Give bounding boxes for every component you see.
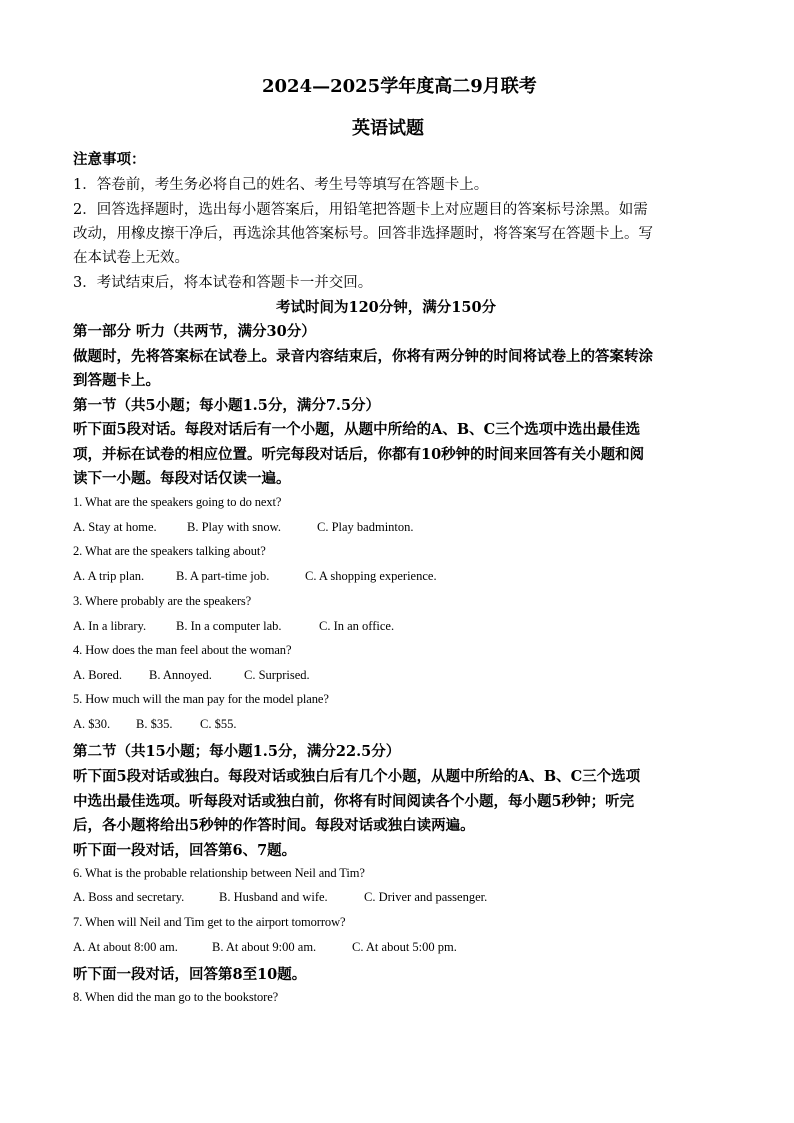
section1-instr-line-1: 听下面5段对话。每段对话后有一个小题，从题中所给的A、B、C三个选项中选出最佳选 [73, 421, 641, 438]
question-4-stem: 4. How does the man feel about the woman? [73, 643, 292, 657]
section2-heading: 第二节（共15小题；每小题1.5分，满分22.5分） [73, 743, 401, 760]
notice-item-2-line-1: 2．回答选择题时，选出每小题答案后，用铅笔把答题卡上对应题目的答案标号涂黑。如需 [73, 202, 648, 218]
question-3-option-c: C. In an office. [319, 619, 395, 633]
section2-instr-line-1: 听下面5段对话或独白。每段对话或独白后有几个小题，从题中所给的A、B、C三个选项 [73, 768, 641, 785]
question-2-option-a: A. A trip plan. [73, 569, 145, 583]
question-1-option-b: B. Play with snow. [187, 520, 281, 534]
section1-heading: 第一节（共5小题；每小题1.5分，满分7.5分） [73, 397, 381, 414]
exam-subtitle: 英语试题 [352, 118, 424, 139]
question-5-option-a: A. $30. [73, 717, 111, 731]
part1-intro-line-2: 到答题卡上。 [73, 372, 160, 389]
section2-instr-line-2: 中选出最佳选项。听每段对话或独白前，你将有时间阅读各个小题，每小题5秒钟；听完 [73, 793, 635, 810]
question-3-stem: 3. Where probably are the speakers? [73, 594, 252, 608]
question-5-stem: 5. How much will the man pay for the model plane? [73, 692, 329, 706]
exam-title: 2024—2025学年度高二9月联考 [262, 76, 537, 97]
question-7-option-c: C. At about 5:00 pm. [352, 940, 457, 954]
question-6-option-a: A. Boss and secretary. [73, 890, 185, 904]
question-2-option-c: C. A shopping experience. [305, 569, 437, 583]
exam-info: 考试时间为120分钟，满分150分 [276, 299, 497, 316]
notice-item-2-line-2: 改动，用橡皮擦干净后，再选涂其他答案标号。回答非选择题时，将答案写在答题卡上。写 [73, 226, 653, 242]
question-3-option-a: A. In a library. [73, 619, 147, 633]
group-2-heading: 听下面一段对话，回答第8至10题。 [73, 966, 307, 983]
question-3-option-b: B. In a computer lab. [176, 619, 282, 633]
question-1-option-c: C. Play badminton. [317, 520, 414, 534]
question-4-option-c: C. Surprised. [244, 668, 310, 682]
question-5-option-b: B. $35. [136, 717, 173, 731]
question-7-stem: 7. When will Neil and Tim get to the airport tomorrow? [73, 915, 346, 929]
question-4-option-a: A. Bored. [73, 668, 122, 682]
group-1-heading: 听下面一段对话，回答第6、7题。 [73, 842, 297, 859]
question-6-option-b: B. Husband and wife. [219, 890, 328, 904]
notice-item-3: 3．考试结束后，将本试卷和答题卡一并交回。 [73, 275, 373, 291]
question-1-stem: 1. What are the speakers going to do next? [73, 495, 282, 509]
question-1-option-a: A. Stay at home. [73, 520, 157, 534]
part1-intro-line-1: 做题时，先将答案标在试卷上。录音内容结束后，你将有两分钟的时间将试卷上的答案转涂 [73, 348, 653, 365]
question-6-stem: 6. What is the probable relationship between Neil and Tim? [73, 866, 365, 880]
section1-instr-line-3: 读下一小题。每段对话仅读一遍。 [73, 470, 291, 487]
part1-heading: 第一部分 听力（共两节，满分30分） [73, 323, 316, 340]
question-4-option-b: B. Annoyed. [149, 668, 212, 682]
notice-item-2-line-3: 在本试卷上无效。 [73, 250, 189, 266]
notice-heading: 注意事项： [73, 151, 146, 168]
question-8-stem: 8. When did the man go to the bookstore? [73, 990, 279, 1004]
section2-instr-line-3: 后，各小题将给出5秒钟的作答时间。每段对话或独白读两遍。 [73, 817, 475, 834]
notice-item-1: 1．答卷前，考生务必将自己的姓名、考生号等填写在答题卡上。 [73, 177, 489, 193]
section1-instr-line-2: 项，并标在试卷的相应位置。听完每段对话后，你都有10秒钟的时间来回答有关小题和阅 [73, 446, 645, 463]
question-7-option-b: B. At about 9:00 am. [212, 940, 317, 954]
question-2-option-b: B. A part-time job. [176, 569, 270, 583]
question-7-option-a: A. At about 8:00 am. [73, 940, 178, 954]
question-5-option-c: C. $55. [200, 717, 237, 731]
question-2-stem: 2. What are the speakers talking about? [73, 544, 266, 558]
question-6-option-c: C. Driver and passenger. [364, 890, 488, 904]
